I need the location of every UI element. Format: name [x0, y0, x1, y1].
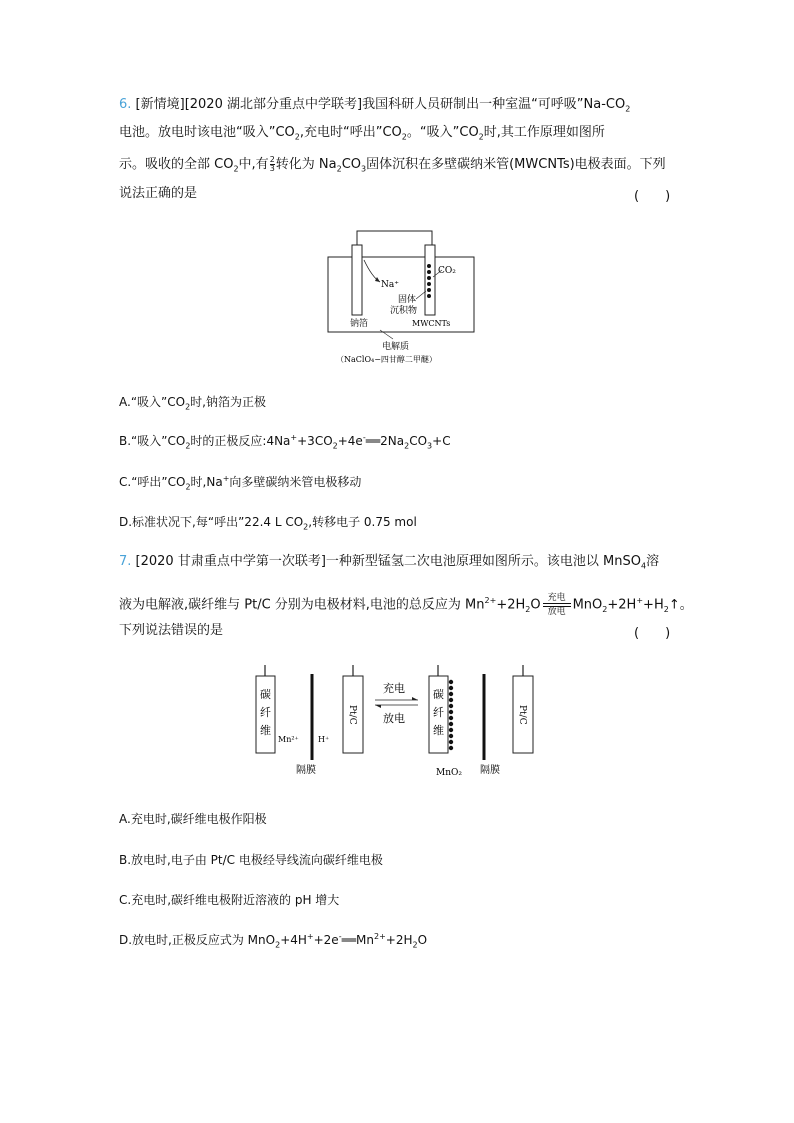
q6-line-3: 示。吸收的全部 $CO_2$中,有 $\frac{2}{3}$ 转化为 $Na_2CO_3$固体沉积在多壁碳纳米管(MWCNTs)电极表面。下列 [119, 155, 666, 174]
electrolyte-detail: （NaClO₄−四甘醇二甲醚） [336, 355, 437, 364]
right-membrane-label: 隔膜 [480, 765, 500, 776]
q7-option-d[interactable]: D.放电时,正极反应式为 $MnO_2+4H^++2e^-══Mn^{2+}+2H_2O$ [119, 932, 428, 950]
q6-battery-diagram [320, 225, 480, 370]
sodium-foil-label: 钠箔 [350, 319, 369, 329]
right-carbon-label: 碳纤维 [433, 688, 444, 737]
q6-option-b[interactable]: B.“吸入$”CO_2$时的正极反应$:4Na^++3CO_2+4e^-══2Na_2CO_3+C$ [119, 433, 451, 451]
q7-line-3: 下列说法错误的是 [119, 623, 224, 638]
q6-option-d[interactable]: D.标准状况下,每“呼出”22.4 L $CO_2$,转移电子 0.75 mol [119, 515, 417, 532]
q7-option-b[interactable]: B.放电时,电子由 Pt/C 电极经导线流向碳纤维电极 [119, 853, 383, 867]
co2-label: CO₂ [438, 266, 456, 276]
q6-answer-blank: ( ) [634, 189, 671, 204]
mno2-deposit [449, 680, 453, 750]
electrolyte-label: 电解质 [382, 342, 410, 352]
mn-ion-label: Mn²⁺ [278, 735, 299, 744]
mno2-label: MnO₂ [436, 768, 462, 778]
q7-line-2: 液为电解液,碳纤维与 Pt/C 分别为电极材料,电池的总反应为 $Mn^{2+}+2H_2O$ 充电 放电 $MnO_2+2H^++H_2↑$。 [119, 592, 693, 617]
q6-line-4: 说法正确的是 [119, 186, 198, 201]
charge-label: 充电 [383, 682, 405, 695]
q6-option-c[interactable]: C.“呼出$”CO_2$时,Na+向多壁碳纳米管电极移动 [119, 474, 362, 492]
q7-option-c[interactable]: C.充电时,碳纤维电极附近溶液的 pH 增大 [119, 893, 340, 907]
right-ptc-label: Pt/C [517, 705, 527, 725]
deposit-label-2: 沉积物 [390, 306, 418, 316]
q6-line-1: 6. [新情境][2020 湖北部分重点中学联考]我国科研人员研制出一种室温“可呼吸$”Na-CO_2$ [119, 97, 631, 114]
q7-battery-diagram [240, 660, 560, 780]
h-ion-label: H⁺ [318, 735, 330, 744]
left-ptc-label: Pt/C [347, 705, 357, 725]
reversible-arrow: 充电 放电 [543, 593, 571, 617]
deposit-label-1: 固体 [398, 295, 417, 305]
q6-number: 6. [119, 97, 132, 112]
q7-line-1: 7. [2020 甘肃重点中学第一次联考]一种新型锰氢二次电池原理如图所示。该电池以 MnSO$_4$溶 [119, 554, 660, 571]
na-ion-label: Na⁺ [381, 280, 399, 290]
fraction-two-thirds: $\frac{2}{3}$ [269, 155, 275, 173]
q7-option-a[interactable]: A.充电时,碳纤维电极作阳极 [119, 812, 267, 826]
left-membrane-label: 隔膜 [296, 765, 316, 776]
left-carbon-label: 碳纤维 [260, 688, 271, 737]
q6-tag: [新情境][2020 湖北部分重点中学联考] [135, 97, 363, 112]
q7-answer-blank: ( ) [634, 626, 671, 641]
q6-line-2: 电池。放电时该电池“吸入$”CO_2$,充电时“呼出$”CO_2$。“吸入$”CO_2$时,其工作原理如图所 [119, 125, 605, 142]
discharge-label: 放电 [383, 712, 405, 725]
q6-option-a[interactable]: A.“吸入$”CO_2$时,钠箔为正极 [119, 395, 266, 412]
mwcnts-label: MWCNTs [412, 319, 451, 328]
q7-number: 7. [119, 554, 132, 569]
